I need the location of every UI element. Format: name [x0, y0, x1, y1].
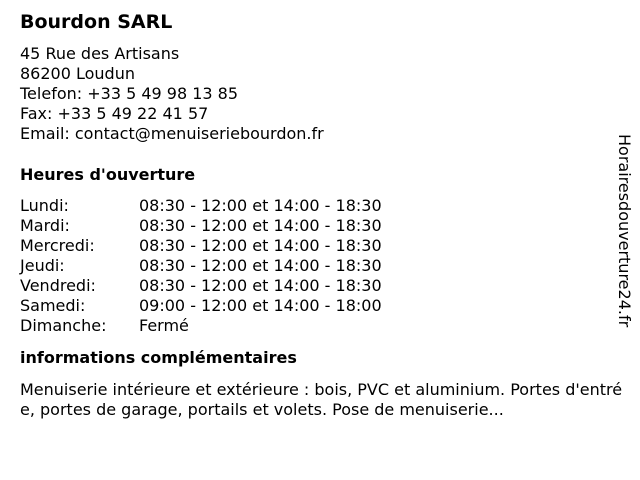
business-name: Bourdon SARL	[20, 11, 173, 33]
hours-time: 08:30 - 12:00 et 14:00 - 18:30	[139, 236, 382, 255]
hours-time: 08:30 - 12:00 et 14:00 - 18:30	[139, 196, 382, 215]
hours-day: Lundi:	[20, 196, 69, 215]
address-street: 45 Rue des Artisans	[20, 44, 180, 63]
hours-row-samedi	[20, 296, 630, 316]
hours-day: Mercredi:	[20, 236, 95, 255]
hours-day: Mardi:	[20, 216, 70, 235]
hours-row-mardi	[20, 216, 630, 236]
opening-hours-heading: Heures d'ouverture	[20, 165, 196, 184]
fax-number: Fax: +33 5 49 22 41 57	[20, 104, 209, 123]
contact-block	[20, 44, 630, 144]
hours-row-mercredi	[20, 236, 630, 256]
phone-number: Telefon: +33 5 49 98 13 85	[20, 84, 239, 103]
opening-hours-table	[20, 196, 630, 336]
additional-info-text: Menuiserie intérieure et extérieure : bois, PVC et aluminium. Portes d'entrée, portes de garage, portails et volets. Pose de menuiserie...	[20, 380, 623, 419]
email-address: Email: contact@menuiseriebourdon.fr	[20, 124, 324, 143]
hours-time: 08:30 - 12:00 et 14:00 - 18:30	[139, 276, 382, 295]
hours-day: Dimanche:	[20, 316, 107, 335]
business-card	[20, 10, 630, 420]
hours-day: Samedi:	[20, 296, 86, 315]
hours-day: Vendredi:	[20, 276, 96, 295]
address-city: 86200 Loudun	[20, 64, 135, 83]
hours-row-lundi	[20, 196, 630, 216]
site-watermark: Horairesdouverture24.fr	[615, 134, 634, 328]
hours-row-jeudi	[20, 256, 630, 276]
hours-time: 08:30 - 12:00 et 14:00 - 18:30	[139, 256, 382, 275]
hours-time: 08:30 - 12:00 et 14:00 - 18:30	[139, 216, 382, 235]
hours-row-vendredi	[20, 276, 630, 296]
additional-info-heading: informations complémentaires	[20, 348, 297, 367]
hours-day: Jeudi:	[20, 256, 65, 275]
hours-row-dimanche	[20, 316, 630, 336]
hours-time: Fermé	[139, 316, 189, 335]
hours-time: 09:00 - 12:00 et 14:00 - 18:00	[139, 296, 382, 315]
